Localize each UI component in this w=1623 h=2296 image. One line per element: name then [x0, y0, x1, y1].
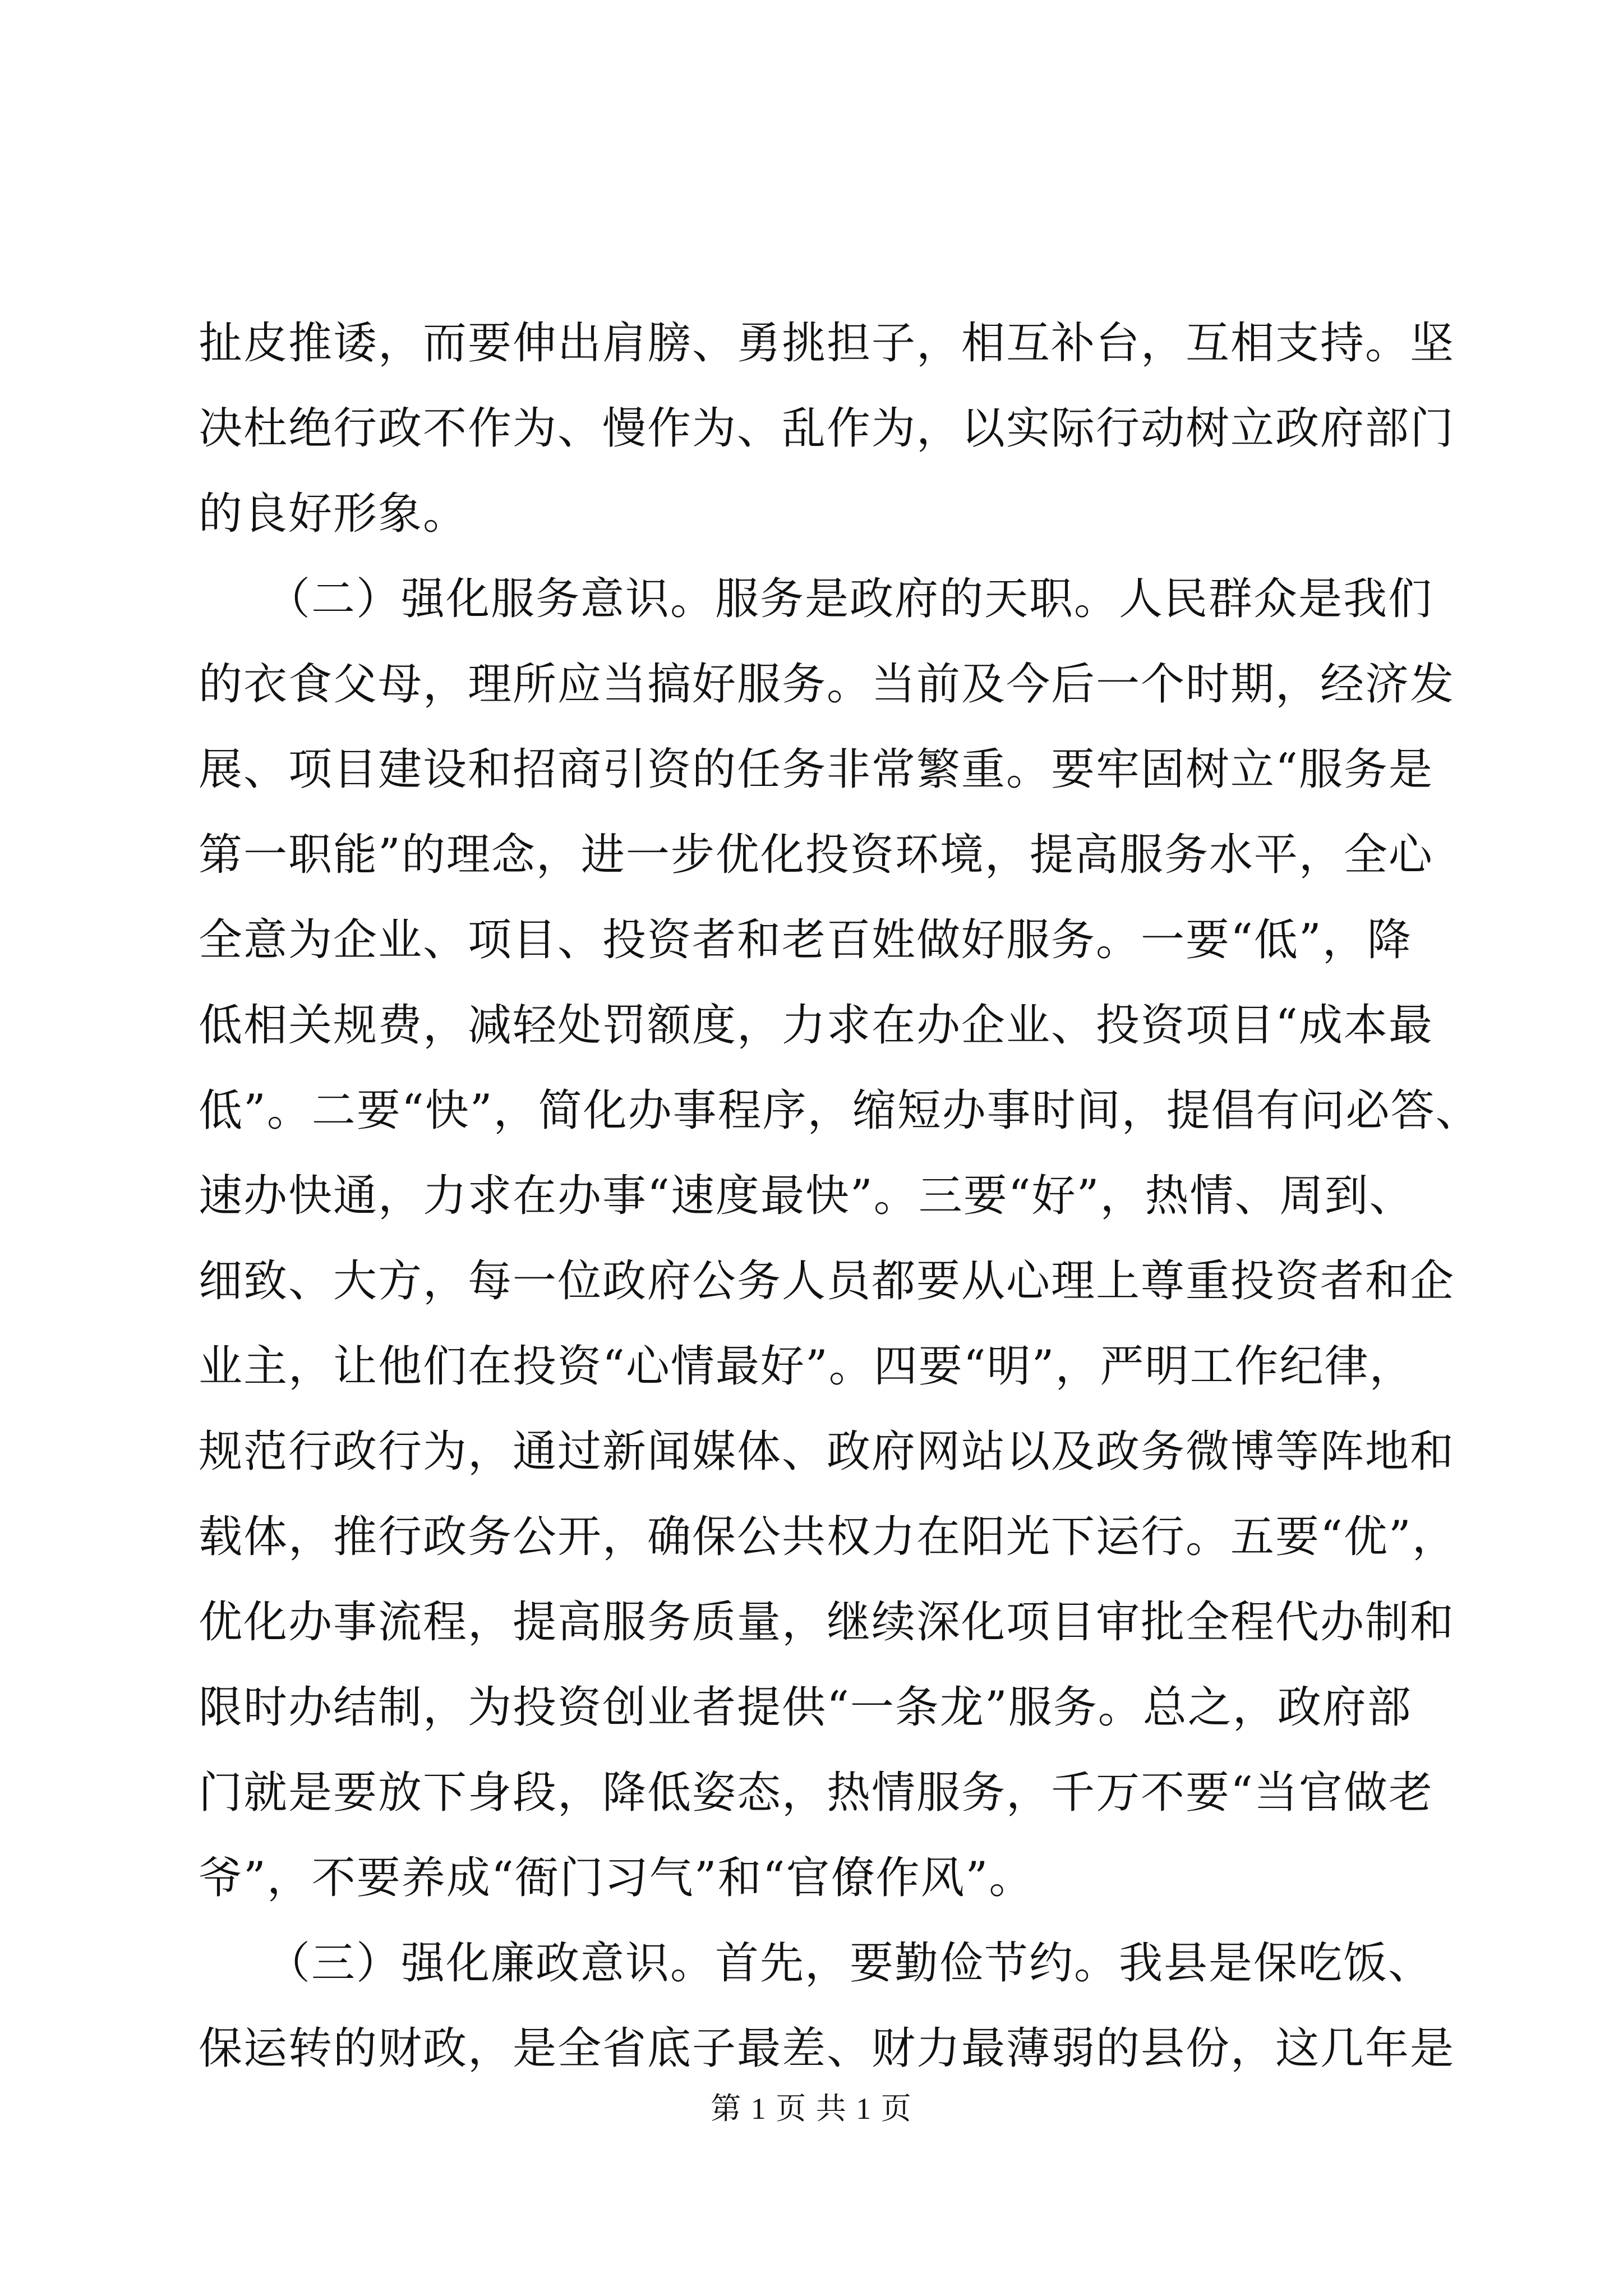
text-line: （二）强化服务意识。服务是政府的天职。人民群众是我们: [199, 574, 1433, 624]
text-line: 决杜绝行政不作为、慢作为、乱作为，以实际行动树立政府部门: [199, 403, 1455, 454]
text-line: 低相关规费，减轻处罚额度，力求在办企业、投资项目“成本最: [199, 1000, 1433, 1051]
text-line: 的良好形象。: [199, 489, 468, 539]
text-line: 优化办事流程，提高服务质量，继续深化项目审批全程代办制和: [199, 1597, 1455, 1648]
page-number-label: 第 1 页 共 1 页: [711, 2092, 912, 2125]
text-line: 速办快通，力求在办事“速度最快”。三要“好”，热情、周到、: [199, 1171, 1414, 1221]
text-line: 限时办结制，为投资创业者提供“一条龙”服务。总之，政府部: [199, 1682, 1412, 1733]
text-line: （三）强化廉政意识。首先，要勤俭节约。我县是保吃饭、: [199, 1938, 1433, 1989]
text-line: 载体，推行政务公开，确保公共权力在阳光下运行。五要“优”，: [199, 1512, 1457, 1562]
text-line: 扯皮推诿，而要伸出肩膀、勇挑担子，相互补台，互相支持。坚: [199, 318, 1455, 369]
text-line: 门就是要放下身段，降低姿态，热情服务，千万不要“当官做老: [199, 1768, 1433, 1818]
page-footer: [0, 2085, 1623, 2128]
text-line: 第一职能”的理念，进一步优化投资环境，提高服务水平，全心: [199, 830, 1433, 880]
text-line: 低”。二要“快”，简化办事程序，缩短办事时间，提倡有问必答、: [199, 1085, 1481, 1136]
text-line: 业主，让他们在投资“心情最好”。四要“明”，严明工作纪律，: [199, 1341, 1414, 1392]
text-line: 保运转的财政，是全省底子最差、财力最薄弱的县份，这几年是: [199, 2023, 1455, 2074]
text-line: 的衣食父母，理所应当搞好服务。当前及今后一个时期，经济发: [199, 659, 1455, 710]
text-line: 全意为企业、项目、投资者和老百姓做好服务。一要“低”，降: [199, 915, 1412, 965]
text-line: 爷”，不要养成“衙门习气”和“官僚作风”。: [199, 1853, 1034, 1903]
document-body: [199, 301, 1481, 2091]
text-line: 规范行政行为，通过新闻媒体、政府网站以及政务微博等阵地和: [199, 1427, 1455, 1477]
text-line: 细致、大方，每一位政府公务人员都要从心理上尊重投资者和企: [199, 1256, 1455, 1306]
text-line: 展、项目建设和招商引资的任务非常繁重。要牢固树立“服务是: [199, 744, 1433, 795]
